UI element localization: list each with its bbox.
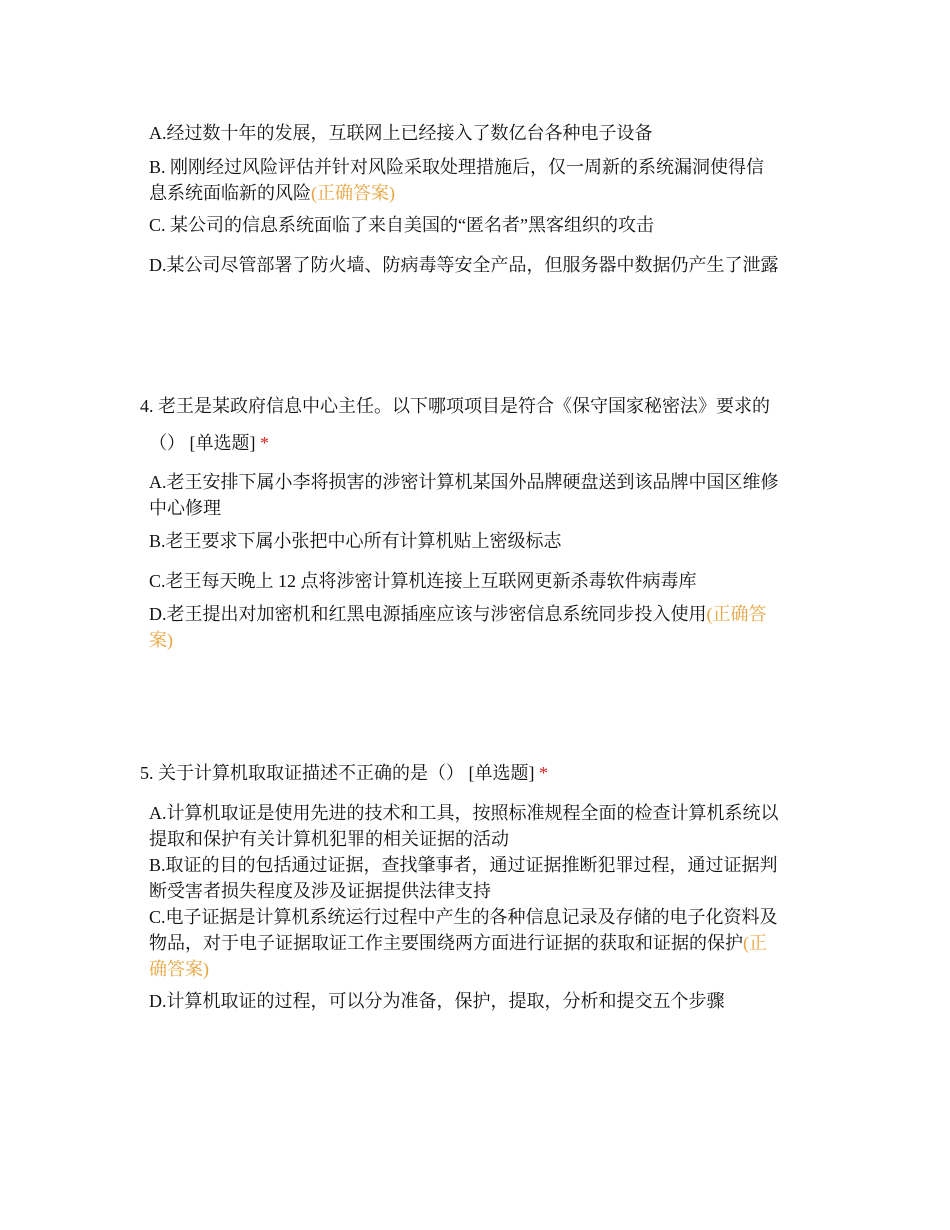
q4-option-c-text: C.老王每天晚上 12 点将涉密计算机连接上互联网更新杀毒软件病毒库 bbox=[149, 571, 697, 591]
q3-option-b-text: B. 刚刚经过风险评估并针对风险采取处理措施后，仅一周新的系统漏洞使得信 bbox=[149, 157, 765, 177]
q4-option-d[interactable] bbox=[149, 601, 809, 627]
q4-option-a-text-2: 中心修理 bbox=[149, 498, 221, 518]
required-asterisk: * bbox=[260, 433, 269, 453]
q5-option-c[interactable] bbox=[149, 904, 809, 930]
q5-option-a[interactable] bbox=[149, 800, 809, 826]
q4-option-a-continued[interactable] bbox=[149, 495, 809, 521]
q3-option-d[interactable] bbox=[149, 252, 809, 278]
q3-option-d-text: D.某公司尽管部署了防火墙、防病毒等安全产品，但服务器中数据仍产生了泄露 bbox=[149, 255, 779, 275]
q5-option-c-text: C.电子证据是计算机系统运行过程中产生的各种信息记录及存储的电子化资料及 bbox=[149, 907, 778, 927]
q4-title-continued bbox=[149, 430, 809, 456]
q5-option-a-text-2: 提取和保护有关计算机犯罪的相关证据的活动 bbox=[149, 829, 509, 849]
q4-option-d-continued[interactable] bbox=[149, 627, 809, 653]
q5-option-b-text: B.取证的目的包括通过证据，查找肇事者，通过证据推断犯罪过程，通过证据判 bbox=[149, 855, 778, 875]
correct-answer-marker: (正 bbox=[743, 933, 767, 953]
correct-answer-marker-continued: 确答案) bbox=[149, 959, 209, 979]
q5-option-c-continued[interactable] bbox=[149, 930, 809, 956]
q5-option-d-text: D.计算机取证的过程，可以分为准备，保护，提取，分析和提交五个步骤 bbox=[149, 991, 725, 1011]
correct-answer-marker-continued: 案) bbox=[149, 630, 173, 650]
q4-option-c[interactable] bbox=[149, 568, 809, 594]
q5-option-a-text: A.计算机取证是使用先进的技术和工具，按照标准规程全面的检查计算机系统以 bbox=[149, 803, 779, 823]
q3-option-c[interactable] bbox=[149, 212, 809, 238]
q4-option-d-text: D.老王提出对加密机和红黑电源插座应该与涉密信息系统同步投入使用 bbox=[149, 604, 707, 624]
correct-answer-marker: (正确答 bbox=[706, 604, 767, 624]
q5-option-b[interactable] bbox=[149, 852, 809, 878]
q5-option-a-continued[interactable] bbox=[149, 826, 809, 852]
q5-option-b-continued[interactable] bbox=[149, 878, 809, 904]
q3-option-b-text-2: 息系统面临新的风险 bbox=[149, 183, 311, 203]
q4-title-text-2: （） [单选题] bbox=[149, 433, 256, 453]
q4-title-text: 4. 老王是某政府信息中心主任。以下哪项项目是符合《保守国家秘密法》要求的 bbox=[140, 396, 770, 416]
q4-option-b[interactable] bbox=[149, 528, 809, 554]
q3-option-b-continued[interactable] bbox=[149, 180, 809, 206]
q5-title bbox=[140, 760, 548, 786]
correct-answer-marker: (正确答案) bbox=[311, 183, 395, 203]
required-asterisk: * bbox=[539, 763, 548, 783]
q5-title-text: 5. 关于计算机取取证描述不正确的是（） [单选题] bbox=[140, 763, 535, 783]
q5-option-b-text-2: 断受害者损失程度及涉及证据提供法律支持 bbox=[149, 881, 491, 901]
q5-option-d[interactable] bbox=[149, 988, 809, 1014]
q3-option-c-text: C. 某公司的信息系统面临了来自美国的“匿名者”黑客组织的攻击 bbox=[149, 215, 654, 235]
q4-option-a[interactable] bbox=[149, 469, 809, 495]
q3-option-b[interactable] bbox=[149, 154, 809, 180]
q4-option-b-text: B.老王要求下属小张把中心所有计算机贴上密级标志 bbox=[149, 531, 562, 551]
q5-option-c-text-2: 物品，对于电子证据取证工作主要围绕两方面进行证据的获取和证据的保护 bbox=[149, 933, 743, 953]
q3-option-a[interactable] bbox=[149, 120, 809, 146]
q4-title bbox=[140, 393, 770, 419]
q5-option-c-continued-2[interactable] bbox=[149, 956, 809, 982]
q3-option-a-text: A.经过数十年的发展，互联网上已经接入了数亿台各种电子设备 bbox=[149, 123, 653, 143]
q4-option-a-text: A.老王安排下属小李将损害的涉密计算机某国外品牌硬盘送到该品牌中国区维修 bbox=[149, 472, 779, 492]
